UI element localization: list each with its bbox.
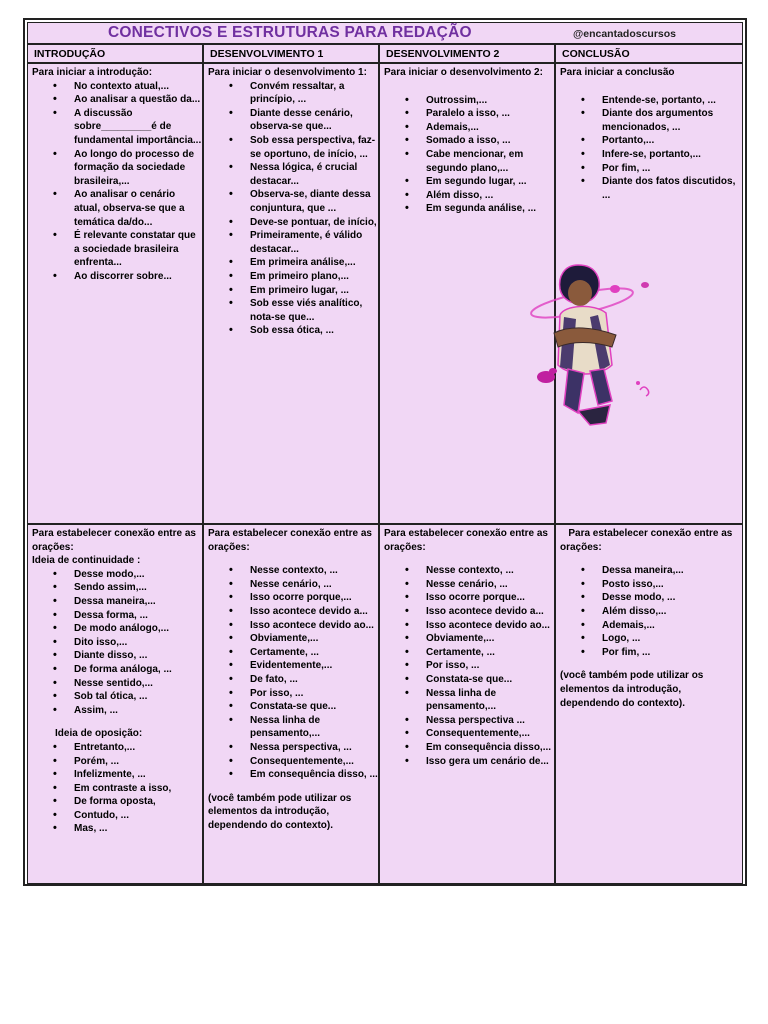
list-item: • Dessa maneira,...: [28, 595, 202, 609]
list-item: • Em contraste a isso,: [28, 782, 202, 796]
list-item: • Ao analisar o cenário atual, observa-se que a temática da/do...: [28, 188, 202, 229]
list-item: • De modo análogo,...: [28, 622, 202, 636]
list-item: • Paralelo a isso, ...: [380, 107, 554, 121]
list-item: • Além disso, ...: [380, 189, 554, 203]
list-item: • Diante desse cenário, observa-se que...: [204, 107, 378, 134]
list-item: • A discussão sobre_________é de fundamental importância...: [28, 107, 202, 148]
list-item: • Isso ocorre porque...: [380, 591, 554, 605]
list-item: • Nesse contexto, ...: [380, 564, 554, 578]
header-introducao: INTRODUÇÃO: [27, 44, 203, 63]
list-item: • Ademais,...: [556, 619, 742, 633]
dev1-connectors-cell: [203, 524, 379, 884]
list-item: • Nessa linha de pensamento,...: [380, 687, 554, 714]
list-item: • Por isso, ...: [204, 687, 378, 701]
list-item: • É relevante constatar que a sociedade brasileira enfrenta...: [28, 229, 202, 270]
character-illustration: [520, 255, 670, 445]
list-item: • Constata-se que...: [380, 673, 554, 687]
list-item: • Dessa forma, ...: [28, 609, 202, 623]
list-item: • Ao discorrer sobre...: [28, 270, 202, 284]
list-item: • Convém ressaltar, a princípio, ...: [204, 80, 378, 107]
conclusion-connectors-lead: Para estabelecer conexão entre as orações:: [560, 528, 736, 553]
list-item: • Sob essa ótica, ...: [204, 324, 378, 338]
conclusion-connectors-cell: [555, 524, 743, 884]
list-item: • Assim, ...: [28, 704, 202, 718]
dev2-openers-list: [380, 94, 554, 216]
list-item: • Deve-se pontuar, de início,: [204, 216, 378, 230]
list-item: • Em consequência disso, ...: [204, 768, 378, 782]
list-item: • Nesse contexto, ...: [204, 564, 378, 578]
list-item: • Certamente, ...: [380, 646, 554, 660]
list-item: • Portanto,...: [556, 134, 742, 148]
list-item: • Consequentemente,...: [204, 755, 378, 769]
list-item: • Evidentemente,...: [204, 659, 378, 673]
list-item: • Outrossim,...: [380, 94, 554, 108]
author-handle: @encantadoscursos: [573, 28, 677, 40]
list-item: • Entende-se, portanto, ...: [556, 94, 742, 108]
list-item: • Em primeiro plano,...: [204, 270, 378, 284]
opposition-subheading: Ideia de oposição:: [55, 728, 143, 740]
dev1-openers-cell: [203, 63, 379, 524]
list-item: • Diante disso, ...: [28, 649, 202, 663]
list-item: • Isso acontece devido ao...: [380, 619, 554, 633]
list-item: • Sob tal ótica, ...: [28, 690, 202, 704]
list-item: • Nesse cenário, ...: [204, 578, 378, 592]
header-desenvolvimento-2: DESENVOLVIMENTO 2: [379, 44, 555, 63]
list-item: • Sendo assim,...: [28, 581, 202, 595]
intro-connectors-cell: [27, 524, 203, 884]
list-item: • Nessa linha de pensamento,...: [204, 714, 378, 741]
continuity-subheading: Ideia de continuidade :: [32, 555, 141, 567]
opposition-list: [28, 741, 202, 836]
list-item: • Isso gera um cenário de...: [380, 755, 554, 769]
list-item: • Certamente, ...: [204, 646, 378, 660]
list-item: • Por fim, ...: [556, 162, 742, 176]
dev1-usage-note: (você também pode utilizar os elementos da introdução, dependendo do contexto).: [208, 792, 352, 831]
list-item: • Desse modo,...: [28, 568, 202, 582]
conclusion-openers-list: [556, 94, 742, 203]
dev2-connectors-list: [380, 564, 554, 768]
list-item: • Somado a isso, ...: [380, 134, 554, 148]
list-item: • Em segundo lugar, ...: [380, 175, 554, 189]
dev1-openers-lead: Para iniciar o desenvolvimento 1:: [208, 67, 367, 78]
connectives-table: [23, 18, 747, 886]
list-item: • De forma oposta,: [28, 795, 202, 809]
list-item: • Sob essa perspectiva, faz-se oportuno, de início, ...: [204, 134, 378, 161]
title-row: [27, 22, 743, 44]
dev1-openers-list: [204, 80, 378, 338]
conclusion-openers-lead: Para iniciar a conclusão: [560, 67, 675, 78]
list-item: • Ao analisar a questão da...: [28, 93, 202, 107]
list-item: • Observa-se, diante dessa conjuntura, que ...: [204, 188, 378, 215]
conclusion-usage-note: (você também pode utilizar os elementos da introdução, dependendo do contexto).: [560, 670, 704, 709]
list-item: • Nessa lógica, é crucial destacar...: [204, 161, 378, 188]
list-item: • Dessa maneira,...: [556, 564, 742, 578]
list-item: • De forma análoga, ...: [28, 663, 202, 677]
conclusion-connectors-list: [556, 564, 742, 659]
list-item: • Infelizmente, ...: [28, 768, 202, 782]
dev1-connectors-lead: Para estabelecer conexão entre as orações:: [208, 528, 372, 553]
list-item: • Contudo, ...: [28, 809, 202, 823]
list-item: • Posto isso,...: [556, 578, 742, 592]
list-item: • Diante dos argumentos mencionados, ...: [556, 107, 742, 134]
list-item: • Em consequência disso,...: [380, 741, 554, 755]
dev2-connectors-lead: Para estabelecer conexão entre as orações:: [384, 528, 548, 553]
header-desenvolvimento-1: DESENVOLVIMENTO 1: [203, 44, 379, 63]
list-item: • De fato, ...: [204, 673, 378, 687]
list-item: • Em segunda análise, ...: [380, 202, 554, 216]
list-item: • Cabe mencionar, em segundo plano,...: [380, 148, 554, 175]
page-title: CONECTIVOS E ESTRUTURAS PARA REDAÇÃO: [108, 24, 472, 41]
list-item: • Além disso,...: [556, 605, 742, 619]
list-item: • Nesse cenário, ...: [380, 578, 554, 592]
list-item: • Nessa perspectiva ...: [380, 714, 554, 728]
list-item: • Isso acontece devido a...: [204, 605, 378, 619]
list-item: • Em primeiro lugar, ...: [204, 284, 378, 298]
list-item: • Ademais,...: [380, 121, 554, 135]
list-item: • Obviamente,...: [380, 632, 554, 646]
list-item: • Isso acontece devido ao...: [204, 619, 378, 633]
list-item: • Constata-se que...: [204, 700, 378, 714]
list-item: • Dito isso,...: [28, 636, 202, 650]
list-item: • Infere-se, portanto,...: [556, 148, 742, 162]
list-item: • Porém, ...: [28, 755, 202, 769]
dev2-openers-lead: Para iniciar o desenvolvimento 2:: [384, 67, 543, 78]
list-item: • Obviamente,...: [204, 632, 378, 646]
list-item: • Por isso, ...: [380, 659, 554, 673]
list-item: • Desse modo, ...: [556, 591, 742, 605]
list-item: • Nessa perspectiva, ...: [204, 741, 378, 755]
intro-connectors-lead: Para estabelecer conexão entre as orações:: [32, 528, 196, 553]
list-item: • Consequentemente,...: [380, 727, 554, 741]
list-item: • Diante dos fatos discutidos, ...: [556, 175, 742, 202]
dev2-connectors-cell: [379, 524, 555, 884]
intro-openers-lead: Para iniciar a introdução:: [32, 67, 153, 78]
list-item: • Nesse sentido,...: [28, 677, 202, 691]
dev1-connectors-list: [204, 564, 378, 782]
list-item: • Ao longo do processo de formação da sociedade brasileira,...: [28, 148, 202, 189]
list-item: • Logo, ...: [556, 632, 742, 646]
list-item: • Mas, ...: [28, 822, 202, 836]
header-conclusao: CONCLUSÃO: [555, 44, 743, 63]
list-item: • Por fim, ...: [556, 646, 742, 660]
list-item: • Isso ocorre porque,...: [204, 591, 378, 605]
list-item: • Em primeira análise,...: [204, 256, 378, 270]
list-item: • Primeiramente, é válido destacar...: [204, 229, 378, 256]
list-item: • Isso acontece devido a...: [380, 605, 554, 619]
list-item: • Entretanto,...: [28, 741, 202, 755]
continuity-list: [28, 568, 202, 718]
list-item: • Sob esse viés analítico, nota-se que...: [204, 297, 378, 324]
list-item: • No contexto atual,...: [28, 80, 202, 94]
intro-openers-list: [28, 80, 202, 284]
intro-openers-cell: [27, 63, 203, 524]
